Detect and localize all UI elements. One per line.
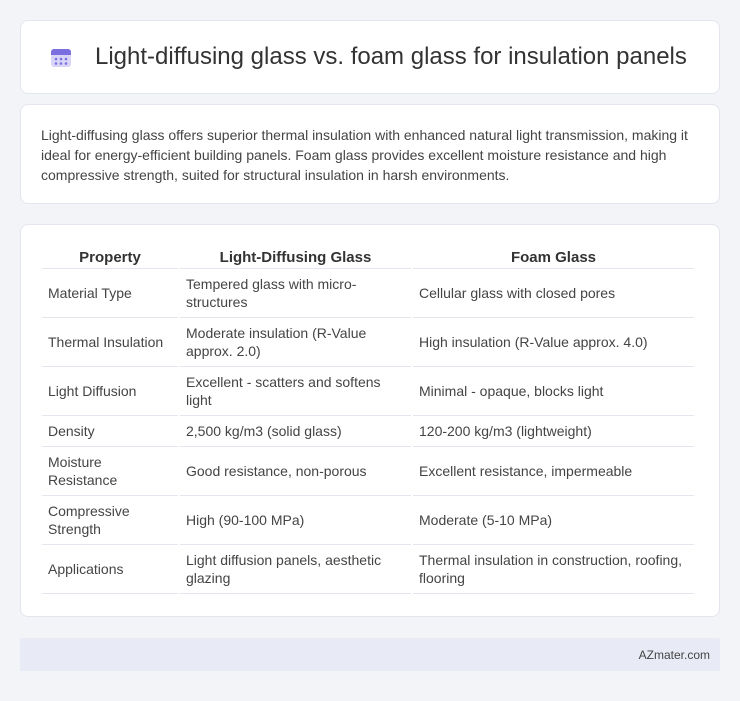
table-row (42, 545, 694, 594)
foam-glass-cell: Moderate (5-10 MPa) (413, 496, 694, 545)
foam-glass-cell: Excellent resistance, impermeable (413, 447, 694, 496)
property-cell: Applications (42, 545, 178, 594)
table-row (42, 367, 694, 416)
light-diffusing-cell: High (90-100 MPa) (180, 496, 411, 545)
footer (20, 638, 720, 671)
foam-glass-cell: Minimal - opaque, blocks light (413, 367, 694, 416)
foam-glass-cell: 120-200 kg/m3 (lightweight) (413, 416, 694, 447)
light-diffusing-cell: Tempered glass with micro-structures (180, 269, 411, 318)
intro-card (20, 104, 720, 204)
light-diffusing-cell: Good resistance, non-porous (180, 447, 411, 496)
property-cell: Moisture Resistance (42, 447, 178, 496)
light-diffusing-cell: Excellent - scatters and softens light (180, 367, 411, 416)
column-header-light-diffusing-glass: Light-Diffusing Glass (180, 241, 411, 269)
property-cell: Compressive Strength (42, 496, 178, 545)
page-title: Light-diffusing glass vs. foam glass for insulation panels (95, 43, 687, 70)
light-diffusing-cell: 2,500 kg/m3 (solid glass) (180, 416, 411, 447)
table-row (42, 496, 694, 545)
comparison-table-card (20, 224, 720, 617)
table-header-row (42, 241, 694, 269)
property-cell: Light Diffusion (42, 367, 178, 416)
table-row (42, 416, 694, 447)
light-diffusing-cell: Light diffusion panels, aesthetic glazing (180, 545, 411, 594)
foam-glass-cell: Cellular glass with closed pores (413, 269, 694, 318)
foam-glass-cell: High insulation (R-Value approx. 4.0) (413, 318, 694, 367)
property-cell: Material Type (42, 269, 178, 318)
property-cell: Thermal Insulation (42, 318, 178, 367)
header-card (20, 20, 720, 94)
column-header-property: Property (42, 241, 178, 269)
table-row (42, 318, 694, 367)
calendar-icon (47, 43, 75, 71)
intro-text: Light-diffusing glass offers superior thermal insulation with enhanced natural light transmission, making it ideal for energy-efficient building panels. Foam glass provides excellent moisture resistance and high compressive strength, suited for structural insulation in harsh environments. (41, 127, 688, 183)
table-row (42, 269, 694, 318)
light-diffusing-cell: Moderate insulation (R-Value approx. 2.0) (180, 318, 411, 367)
table-row (42, 447, 694, 496)
column-header-foam-glass: Foam Glass (413, 241, 694, 269)
property-cell: Density (42, 416, 178, 447)
foam-glass-cell: Thermal insulation in construction, roofing, flooring (413, 545, 694, 594)
comparison-table (40, 241, 696, 594)
footer-source-text: AZmater.com (638, 647, 710, 662)
